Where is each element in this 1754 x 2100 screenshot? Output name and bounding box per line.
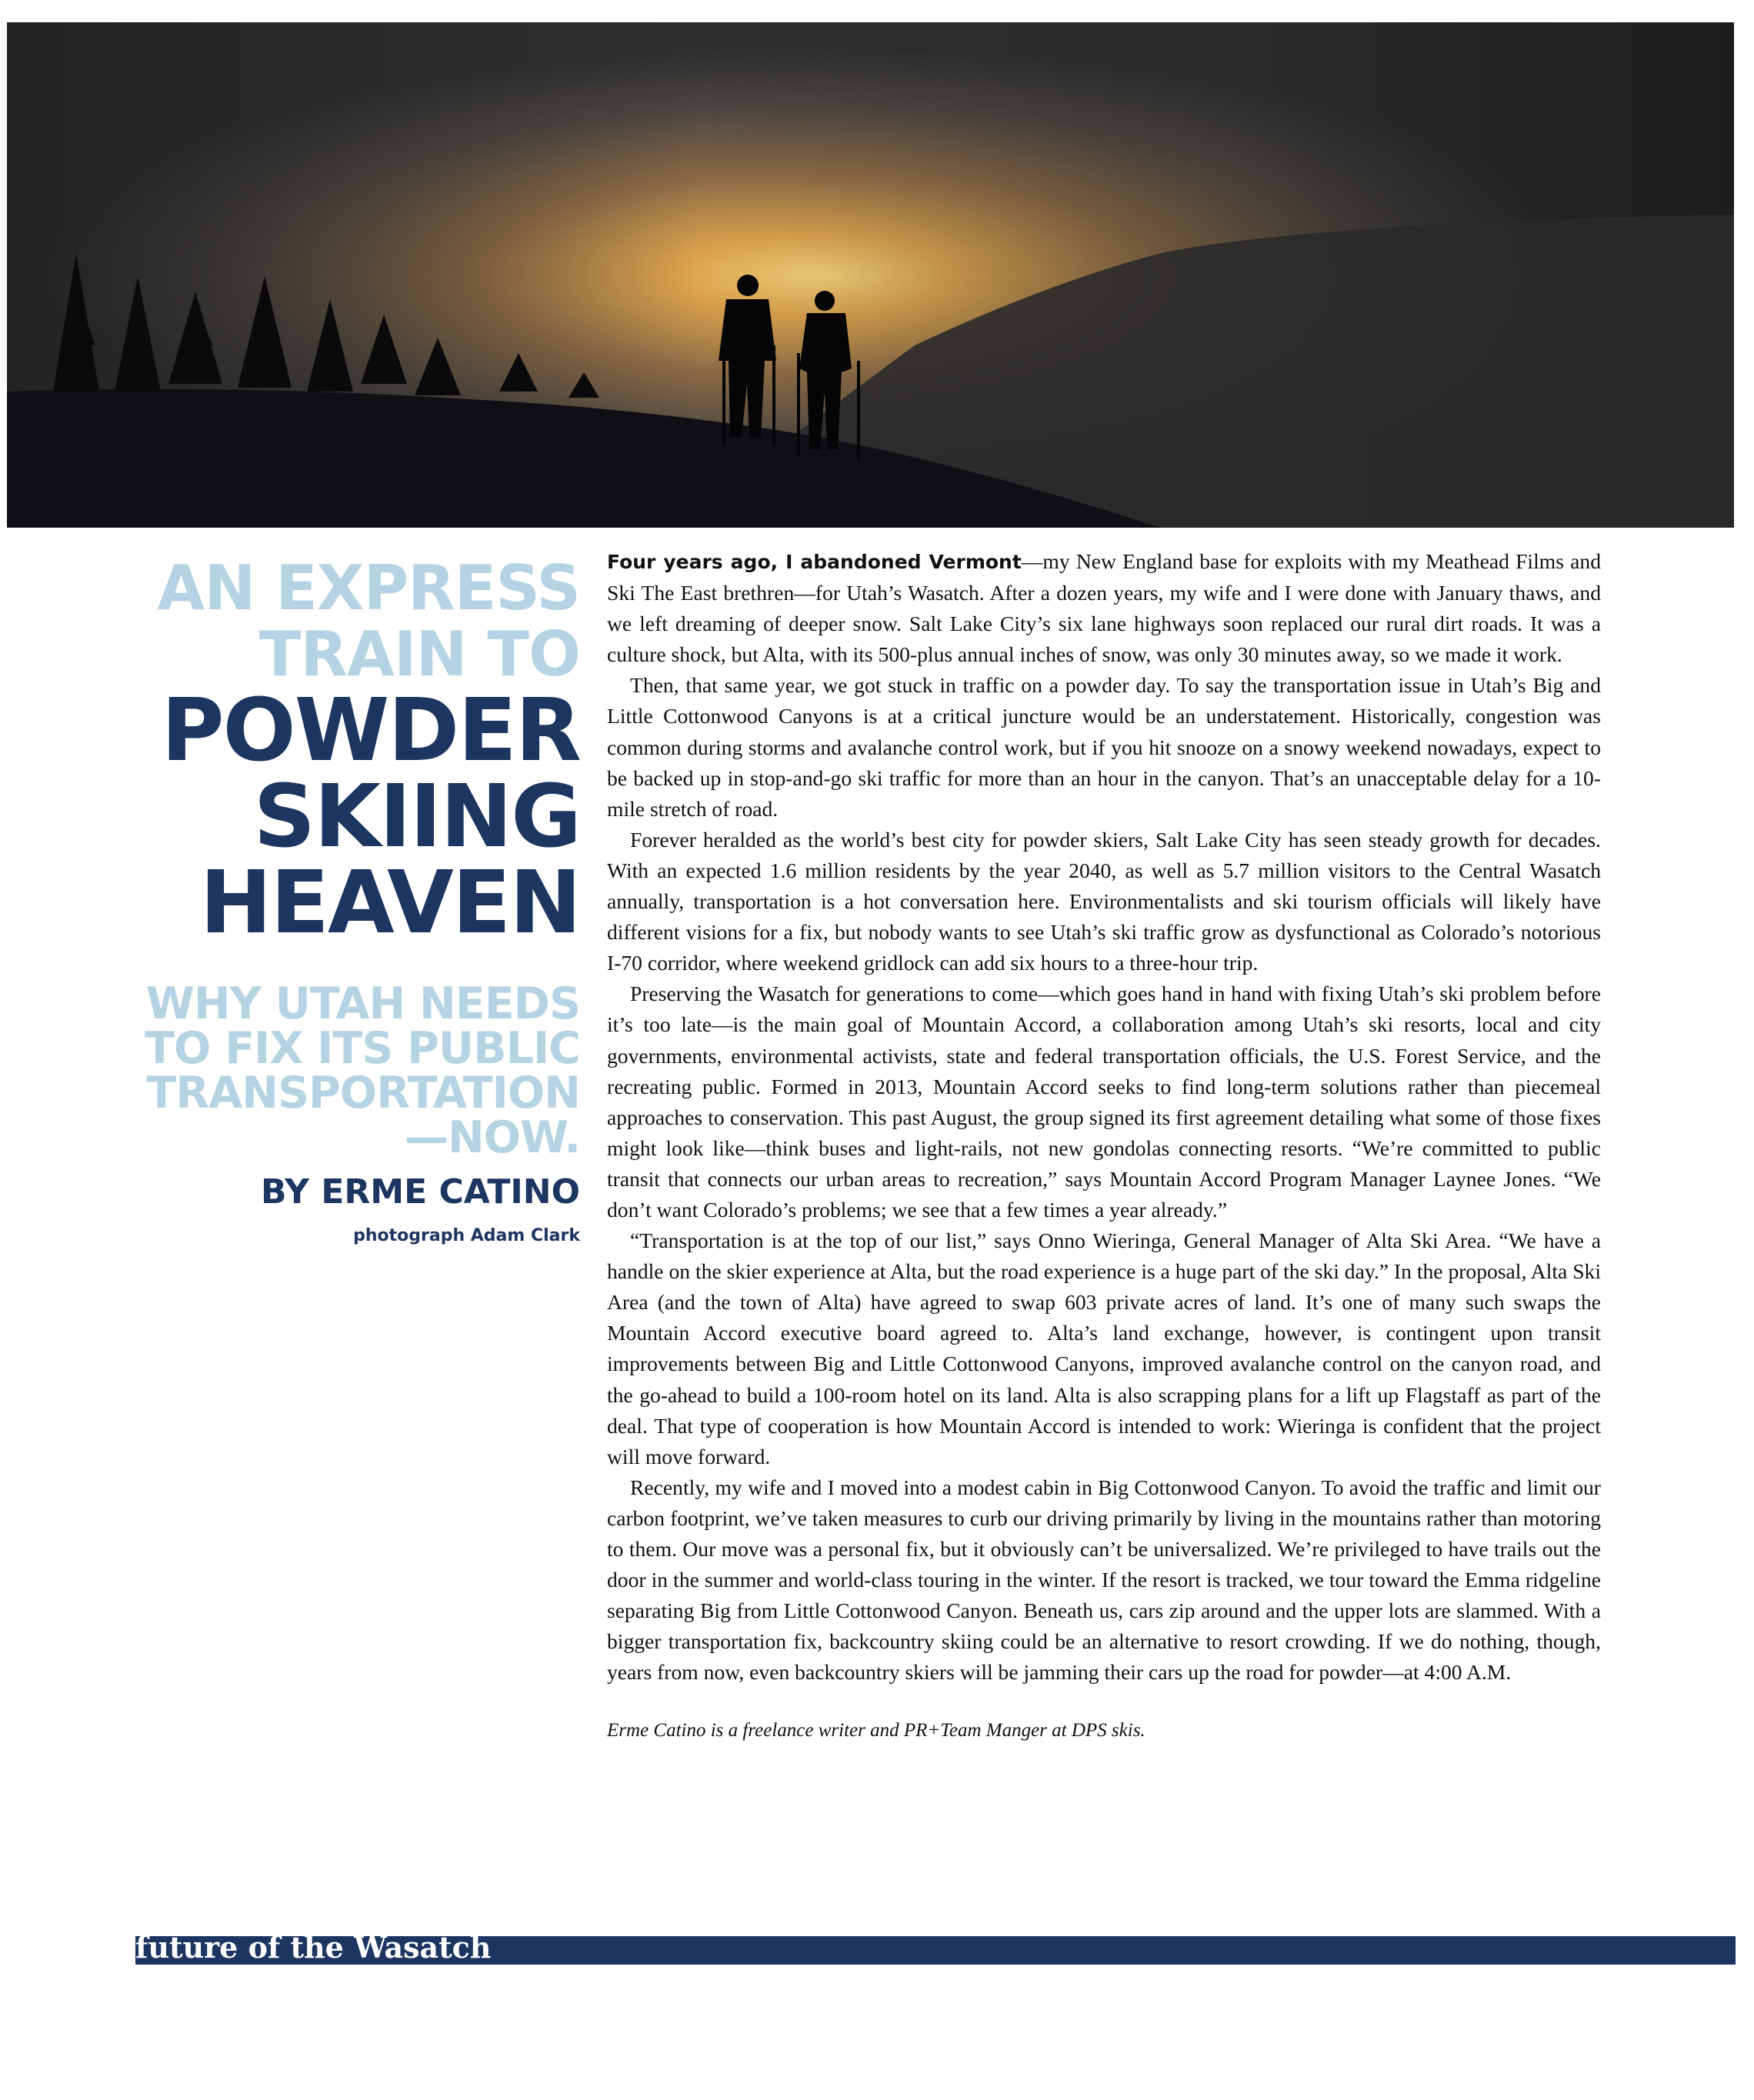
dek-line: —NOW.: [404, 1112, 580, 1163]
article-paragraph: [607, 546, 1601, 670]
headline-line: HEAVEN: [199, 853, 580, 953]
dek-line: TRANSPORTATION: [146, 1068, 580, 1118]
hero-photo: [7, 22, 1734, 528]
photo-credit: photograph Adam Clark: [353, 1226, 580, 1245]
headline-line: AN EXPRESS: [157, 552, 580, 624]
byline: BY ERME CATINO: [261, 1172, 580, 1212]
article-paragraph: Recently, my wife and I moved into a modest cabin in Big Cottonwood Canyon. To avoid the traffic and limit our carbon footprint, we’ve taken measures to curb our driving primarily by living in the mountains rather than motoring to them. Our move was a personal fix, but it obviously can’t be universalized. We’re privileged to have trails out the door in the summer and world-class touring in the winter. If the resort is tracked, we tour toward the Emma ridgeline separating Big from Little Cottonwood Canyon. Beneath us, cars zip around and the upper lots are slammed. With a bigger transportation fix, backcountry skiing could be an alternative to resort crowding. If we do nothing, though, years from now, even backcountry skiers will be jamming their cars up the road for powder—at 4:00 A.M.: [607, 1475, 1601, 1685]
article-paragraph: Preserving the Wasatch for generations to come—which goes hand in hand with fixing Utah’s ski problem before it’s too late—is the main goal of Mountain Accord, a collaboration among Utah’s ski resorts, local and city governments, environmental activists, state and federal transportation officials, the U.S. Forest Service, and the recreating public. Formed in 2013, Mountain Accord seeks to find long-term solutions rather than piecemeal approaches to conservation. This past August, the group signed its first agreement detailing what some of those fixes might look like—think buses and light-rails, not new gondolas connecting resorts. “We’re committed to public transit that connects our urban areas to recreation,” says Mountain Accord Program Manager Laynee Jones. “We don’t want Colorado’s problems; we see that a few times a year already.”: [607, 982, 1601, 1222]
skiers-silhouette-sunset-image: [7, 22, 1734, 528]
article-paragraph: Then, that same year, we got stuck in traffic on a powder day. To say the transportation issue in Utah’s Big and Little Cottonwood Canyons is at a critical juncture would be an understatement. Historically, congestion was common during storms and avalanche control work, but if you hit snooze on a snowy weekend nowadays, expect to be backed up in stop-and-go ski traffic for more than an hour in the canyon. That’s an unacceptable delay for a 10-mile stretch of road.: [607, 673, 1601, 821]
article-body: [607, 546, 1601, 1747]
dek: [92, 978, 580, 1163]
headline-line: SKIING: [253, 767, 580, 867]
paragraph-text: —my New England base for exploits with my Meathead Films and Ski The East brethren—for Utah’s Wasatch. After a dozen years, my wife and I were done with January thaws, and we left dreaming of deeper snow. Salt Lake City’s six lane highways soon replaced our rural dirt roads. It was a culture shock, but Alta, with its 500-plus annual inches of snow, was only 30 minutes away, so we made it work.: [607, 549, 1601, 667]
article-paragraph: Forever heralded as the world’s best city for powder skiers, Salt Lake City has seen steady growth for decades. With an expected 1.6 million residents by the year 2040, as well as 5.7 million visitors to the Central Wasatch annually, transportation is a hot conversation here. Environmentalists and ski tourism officials will likely have different visions for a fix, but nobody wants to see Utah’s ski traffic grow as dysfunctional as Colorado’s notorious I-70 corridor, where weekend gridlock can add six hours to a three-hour trip.: [607, 827, 1601, 975]
headline-block: [92, 552, 580, 1248]
author-bio: Erme Catino is a freelance writer and PR+Team Manger at DPS skis.: [607, 1720, 1145, 1742]
section-label: future of the Wasatch: [135, 1932, 492, 1963]
dek-line: WHY UTAH NEEDS: [145, 978, 580, 1029]
dek-line: TO FIX ITS PUBLIC: [145, 1023, 580, 1074]
article-paragraph: “Transportation is at the top of our list,” says Onno Wieringa, General Manager of Alta Ski Area. “We have a handle on the skier experience at Alta, but the road experience is a huge part of the ski day.” In the proposal, Alta Ski Area (and the town of Alta) have agreed to swap 603 private acres of land. It’s one of many such swaps the Mountain Accord executive board agreed to. Alta’s land exchange, however, is contingent upon transit improvements between Big and Little Cottonwood Canyons, improved avalanche control on the canyon road, and the go-ahead to build a 100-room hotel on its land. Alta is also scrapping plans for a lift up Flagstaff as part of the deal. That type of cooperation is how Mountain Accord is intended to work: Wieringa is confident that the project will move forward.: [607, 1228, 1601, 1468]
headline-line: TRAIN TO: [258, 618, 580, 690]
lead-in: Four years ago, I abandoned Vermont: [607, 551, 1022, 573]
headline-line: POWDER: [161, 681, 580, 781]
